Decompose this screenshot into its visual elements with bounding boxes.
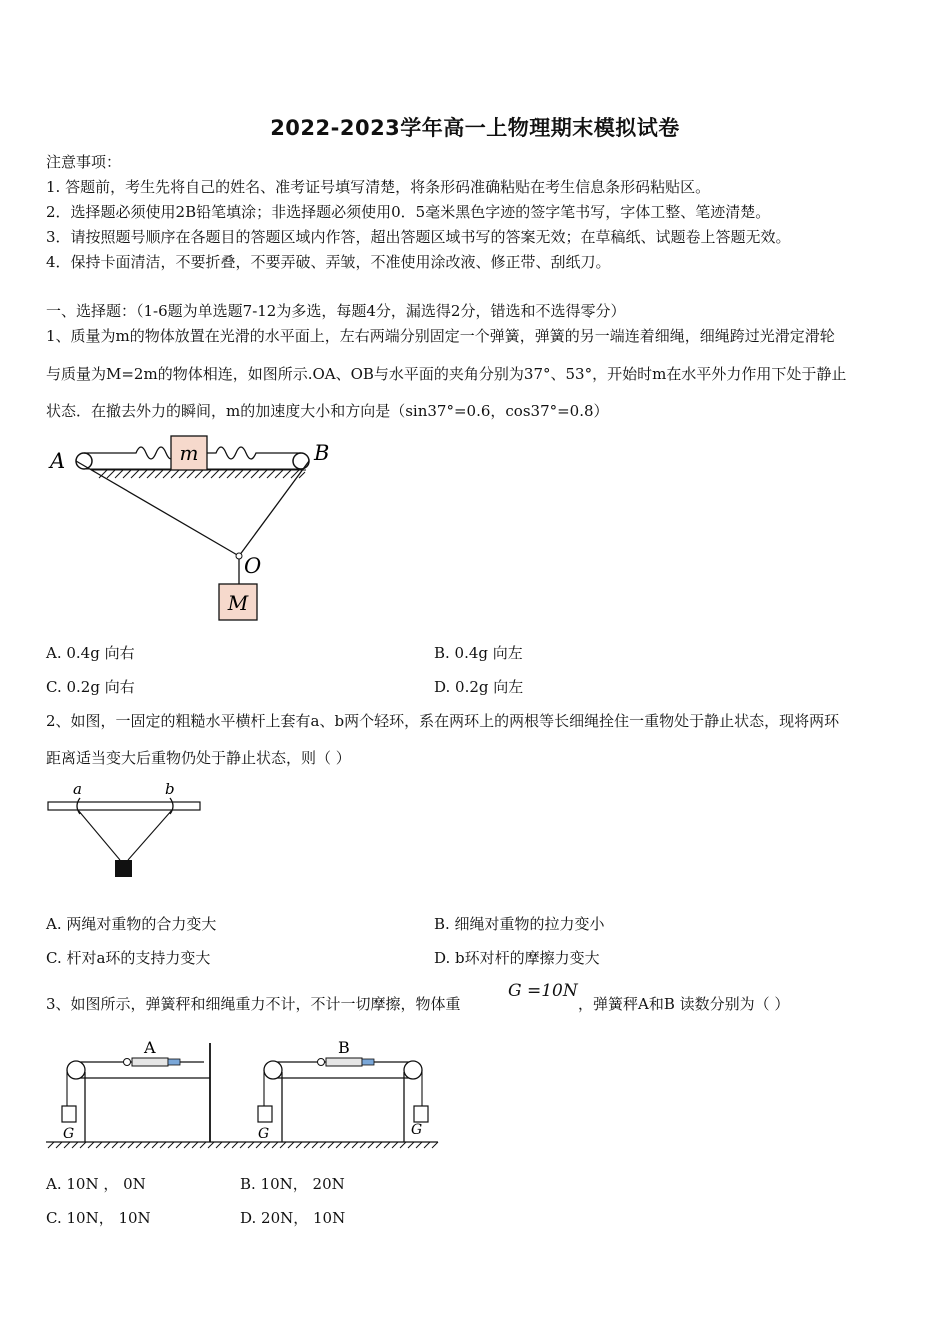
q3-label-A: A <box>144 1038 156 1057</box>
notice-item-1: 1. 答题前，考生先将自己的姓名、准考证号填写清楚，将条形码准确粘贴在考生信息条形码粘贴区。 <box>46 178 711 196</box>
q2-rod <box>48 802 200 810</box>
q1-pulley-left <box>76 453 92 469</box>
q3-setup-a <box>62 1038 210 1142</box>
notice-item-3: 3．请按照题号顺序在各题目的答题区域内作答，超出答题区域书写的答案无效；在草稿纸、试题卷上答题无效。 <box>46 228 791 246</box>
q3-ground-hatch <box>48 1142 438 1148</box>
q3-option-a[interactable]: A. 10N ， 0N <box>46 1175 146 1193</box>
q1-option-c[interactable]: C. 0.2g 向右 <box>46 678 135 696</box>
notice-item-2: 2．选择题必须使用2B铅笔填涂；非选择题必须使用0．5毫米黑色字迹的签字笔书写，字体工整、笔迹清楚。 <box>46 203 771 221</box>
q3-label-B: B <box>338 1038 350 1057</box>
q2-figure <box>46 780 206 880</box>
q1-label-B: B <box>314 441 330 465</box>
q2-weight <box>115 860 132 877</box>
q1-label-A: A <box>50 449 66 473</box>
page-title: 2022-2023学年高一上物理期末模拟试卷 <box>270 116 680 140</box>
q1-ground-hatch <box>92 470 306 478</box>
q3-label-g-2: G <box>258 1126 270 1142</box>
q3-text-post: ，弹簧秤A和B 读数分别为（ ） <box>578 995 790 1013</box>
q3-option-d[interactable]: D. 20N， 10N <box>240 1209 346 1227</box>
q1-label-O: O <box>244 554 262 578</box>
q3-text-pre: 3、如图所示，弹簧秤和细绳重力不计，不计一切摩擦，物体重 <box>46 995 461 1013</box>
q1-label-M: M <box>227 591 249 615</box>
q2-option-d[interactable]: D. b环对杆的摩擦力变大 <box>434 949 600 967</box>
q1-option-a[interactable]: A. 0.4g 向右 <box>46 644 135 662</box>
q1-label-m: m <box>179 441 199 465</box>
q1-option-b[interactable]: B. 0.4g 向左 <box>434 644 523 662</box>
q3-scale-a <box>132 1058 168 1066</box>
q3-option-c[interactable]: C. 10N， 10N <box>46 1209 151 1227</box>
q1-option-d[interactable]: D. 0.2g 向左 <box>434 678 524 696</box>
notice-heading: 注意事项： <box>46 153 122 171</box>
q1-spring-left <box>84 447 176 459</box>
q1-spring-right <box>207 447 301 459</box>
q1-text-line-1: 1、质量为m的物体放置在光滑的水平面上，左右两端分别固定一个弹簧，弹簧的另一端连着细绳，细绳跨过光滑定滑轮 <box>46 327 835 345</box>
section-heading: 一、选择题：（1-6题为单选题7-12为多选，每题4分，漏选得2分，错选和不选得零分） <box>46 302 626 320</box>
q1-text-line-2: 与质量为M=2m的物体相连，如图所示.OA、OB与水平面的夹角分别为37°、53°，开始时m在水平外力作用下处于静止 <box>46 365 847 383</box>
q2-option-b[interactable]: B. 细绳对重物的拉力变小 <box>434 915 605 933</box>
q2-label-b: b <box>165 780 175 798</box>
q3-formula: G =10N <box>508 981 578 1001</box>
q1-pulley-right <box>293 453 309 469</box>
q3-figure <box>46 1036 446 1151</box>
q2-option-c[interactable]: C. 杆对a环的支持力变大 <box>46 949 211 967</box>
q3-option-b[interactable]: B. 10N， 20N <box>240 1175 345 1193</box>
q2-text-line-1: 2、如图，一固定的粗糙水平横杆上套有a、b两个轻环，系在两环上的两根等长细绳拴住一重物处于静止状态，现将两环 <box>46 712 840 730</box>
q2-text-line-2: 距离适当变大后重物仍处于静止状态，则（ ） <box>46 749 351 767</box>
q2-label-a: a <box>73 780 82 798</box>
q1-figure <box>44 430 334 625</box>
q3-label-g-1: G <box>63 1126 75 1142</box>
q3-setup-b <box>258 1038 428 1142</box>
q2-option-a[interactable]: A. 两绳对重物的合力变大 <box>46 915 217 933</box>
q1-text-line-3: 状态．在撤去外力的瞬间，m的加速度大小和方向是（sin37°=0.6，cos37°=0.8） <box>46 402 609 420</box>
notice-item-4: 4．保持卡面清洁，不要折叠，不要弄破、弄皱，不准使用涂改液、修正带、刮纸刀。 <box>46 253 611 271</box>
q3-scale-b <box>326 1058 362 1066</box>
q3-label-g-3: G <box>411 1122 423 1138</box>
